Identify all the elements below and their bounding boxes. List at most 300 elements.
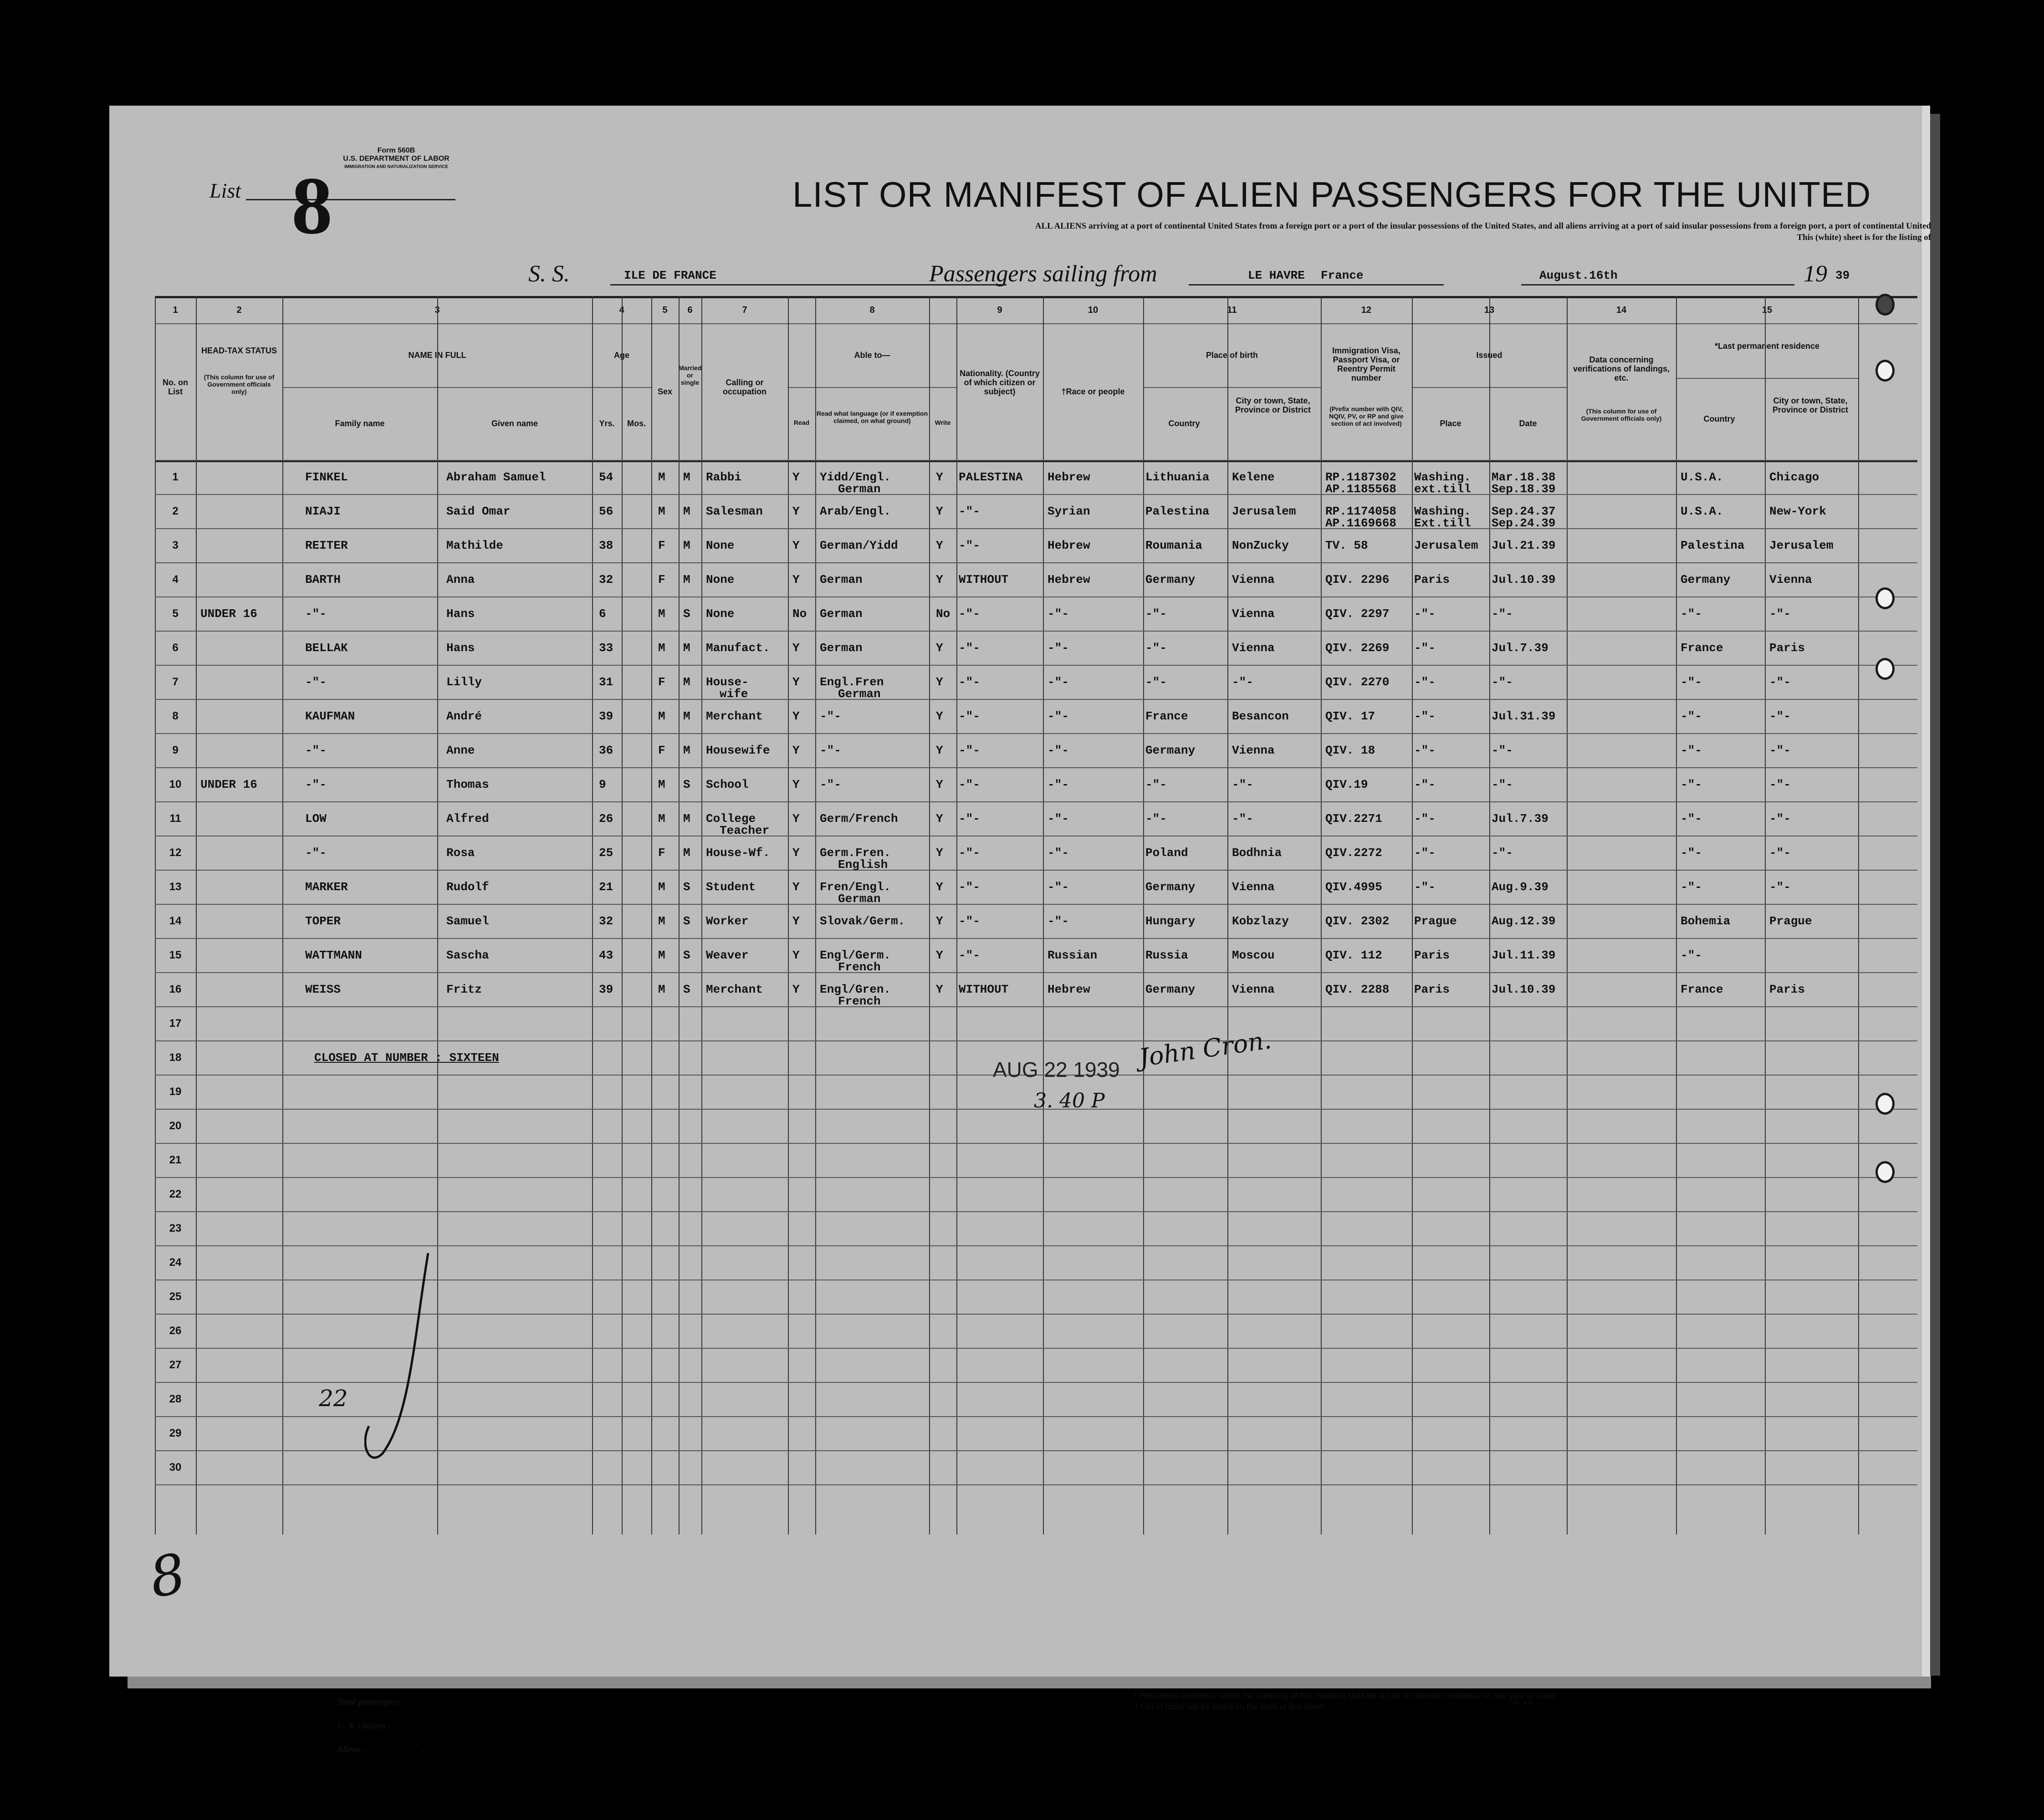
issued-place-cell: -"-	[1414, 641, 1436, 655]
footnote-residence: * Permanent residence within the meaning of this manifest shall be actual or intended residence of one year or more.	[1134, 1691, 1558, 1700]
issued-place-cell: Paris	[1414, 983, 1450, 996]
column-rule	[1676, 296, 1677, 1535]
binder-hole	[1875, 1161, 1895, 1183]
row-number: 28	[169, 1393, 182, 1405]
write-cell: Y	[936, 948, 943, 962]
occupation-cell: House-Wf.	[706, 846, 770, 860]
row-number: 3	[172, 539, 179, 551]
birth-country-cell: Lithuania	[1145, 470, 1210, 484]
row-rule	[155, 870, 1917, 871]
row-number: 17	[169, 1017, 182, 1030]
birth-city-cell: NonZucky	[1232, 539, 1289, 552]
birth-country-cell: Germany	[1145, 983, 1196, 996]
closing-note: CLOSED AT NUMBER : SIXTEEN	[314, 1051, 499, 1065]
hdr-verif-note: (This column for use of Government officials only)	[1581, 408, 1662, 422]
write-cell: Y	[936, 778, 943, 791]
res-country-cell: Germany	[1681, 573, 1731, 586]
nationality-cell: WITHOUT	[959, 573, 1009, 586]
issued-date-cell-2: Sep.18.39	[1492, 482, 1556, 496]
year-prefix: 19	[1804, 261, 1827, 287]
issued-date-cell: -"-	[1492, 744, 1513, 757]
visa-cell: TV. 58	[1325, 539, 1368, 552]
row-number: 21	[169, 1154, 182, 1166]
marital-cell: M	[683, 573, 690, 586]
issued-date-cell: -"-	[1492, 607, 1513, 621]
aliens-label: Aliens	[337, 1744, 361, 1754]
issued-date-cell: Aug.9.39	[1492, 880, 1548, 894]
ship-name: ILE DE FRANCE	[624, 269, 716, 282]
occupation-cell-2: Teacher	[720, 824, 770, 837]
visa-cell: QIV. 18	[1325, 744, 1375, 757]
sex-cell: M	[658, 470, 665, 484]
marital-cell: S	[683, 914, 690, 928]
birth-city-cell: Bodhnia	[1232, 846, 1282, 860]
row-number: 14	[169, 915, 182, 927]
marital-cell: M	[683, 641, 690, 655]
race-cell: -"-	[1048, 607, 1069, 621]
column-rule	[651, 296, 652, 1535]
read-cell: Y	[792, 914, 800, 928]
row-number: 26	[169, 1325, 182, 1337]
nationality-cell: -"-	[959, 505, 980, 518]
res-country-cell: -"-	[1681, 948, 1702, 962]
row-rule	[155, 562, 1917, 563]
language-cell: Germ.Fren.	[820, 846, 891, 860]
issued-place-cell: -"-	[1414, 675, 1436, 689]
given-name-cell: Anna	[446, 573, 475, 586]
column-rule	[1321, 296, 1322, 1535]
given-name-cell: Samuel	[446, 914, 489, 928]
language-cell: Germ/French	[820, 812, 898, 826]
row-rule	[155, 631, 1917, 632]
race-cell: -"-	[1048, 880, 1069, 894]
birth-city-cell: -"-	[1232, 778, 1253, 791]
sailing-label: Passengers sailing from	[929, 261, 1157, 287]
stamp-note: 3. 40 P	[1034, 1089, 1105, 1112]
official-signature: John Cron.	[1137, 1025, 1273, 1073]
row-rule	[155, 1177, 1917, 1178]
hdr-name-in-full: NAME IN FULL	[408, 351, 466, 360]
family-name-cell: REITER	[305, 539, 348, 552]
birth-country-cell: Germany	[1145, 744, 1196, 757]
port-country: France	[1321, 269, 1364, 282]
issued-date-cell: Mar.18.38	[1492, 470, 1556, 484]
occupation-cell: Housewife	[706, 744, 770, 757]
occupation-cell: Worker	[706, 914, 749, 928]
row-rule	[155, 1245, 1917, 1246]
age-cell: 39	[599, 709, 613, 723]
binder-hole	[1875, 360, 1895, 382]
family-name-cell: BARTH	[305, 573, 341, 586]
family-name-cell: WATTMANN	[305, 948, 362, 962]
sex-cell: F	[658, 675, 665, 689]
hdr-mos: Mos.	[627, 419, 646, 428]
res-city-cell: -"-	[1769, 880, 1791, 894]
department: U.S. DEPARTMENT OF LABOR	[343, 155, 450, 163]
language-cell-2: German	[838, 687, 881, 701]
res-country-cell: -"-	[1681, 709, 1702, 723]
binder-hole	[1875, 587, 1895, 609]
birth-country-cell: -"-	[1145, 607, 1167, 621]
visa-cell: QIV. 2297	[1325, 607, 1390, 621]
age-cell: 54	[599, 470, 613, 484]
age-cell: 33	[599, 641, 613, 655]
occupation-cell: None	[706, 539, 735, 552]
row-number: 30	[169, 1461, 182, 1473]
row-number: 8	[172, 710, 179, 722]
hdr-visa: Immigration Visa, Passport Visa, or Reentry Permit number	[1332, 346, 1400, 382]
read-cell: Y	[792, 470, 800, 484]
write-cell: No	[936, 607, 950, 621]
sex-cell: F	[658, 744, 665, 757]
nationality-cell: -"-	[959, 744, 980, 757]
res-country-cell: -"-	[1681, 812, 1702, 826]
able-subdivider	[788, 387, 956, 388]
row-number: 10	[169, 778, 182, 790]
column-rule	[1412, 296, 1413, 1535]
sex-cell: M	[658, 812, 665, 826]
issued-place-cell: Prague	[1414, 914, 1457, 928]
language-cell: Fren/Engl.	[820, 880, 891, 894]
occupation-cell: None	[706, 573, 735, 586]
visa-cell: QIV.2272	[1325, 846, 1382, 860]
row-rule	[155, 801, 1917, 802]
row-rule	[155, 767, 1917, 768]
write-cell: Y	[936, 812, 943, 826]
visa-cell: QIV.19	[1325, 778, 1368, 791]
read-cell: Y	[792, 675, 800, 689]
age-cell: 43	[599, 948, 613, 962]
row-number: 22	[169, 1188, 182, 1200]
birth-city-cell: -"-	[1232, 675, 1253, 689]
hdr-head-tax-note: (This column for use of Government officials only)	[204, 373, 275, 395]
language-cell: -"-	[820, 778, 841, 791]
column-rule	[622, 296, 623, 1535]
birth-country-cell: Palestina	[1145, 505, 1210, 518]
column-rule	[679, 296, 680, 1535]
column-rule	[592, 296, 593, 1535]
sex-cell: M	[658, 983, 665, 996]
res-country-cell: -"-	[1681, 778, 1702, 791]
row-rule	[155, 1040, 1917, 1041]
res-country-cell: Bohemia	[1681, 914, 1731, 928]
row-number: 19	[169, 1086, 182, 1098]
issued-place-cell: Paris	[1414, 948, 1450, 962]
marital-cell: S	[683, 607, 690, 621]
write-cell: Y	[936, 880, 943, 894]
row-number: 27	[169, 1359, 182, 1371]
form-code: 14—430	[1512, 1699, 1533, 1706]
marital-cell: M	[683, 470, 690, 484]
age-cell: 38	[599, 539, 613, 552]
head-tax-cell: UNDER 16	[200, 607, 257, 621]
age-cell: 26	[599, 812, 613, 826]
colnum-2: 2	[236, 305, 242, 315]
occupation-cell: Weaver	[706, 948, 749, 962]
sex-cell: M	[658, 641, 665, 655]
family-name-cell: -"-	[305, 778, 327, 791]
hdr-race: †Race or people	[1061, 387, 1125, 396]
race-cell: Hebrew	[1048, 573, 1090, 586]
list-underline	[246, 199, 455, 200]
family-name-cell: MARKER	[305, 880, 348, 894]
issued-date-cell: Jul.7.39	[1492, 812, 1548, 826]
age-cell: 25	[599, 846, 613, 860]
row-number: 15	[169, 949, 182, 961]
colnum-10: 10	[1088, 305, 1099, 315]
nationality-cell: -"-	[959, 641, 980, 655]
colnum-6: 6	[687, 305, 693, 315]
nationality-cell: -"-	[959, 846, 980, 860]
marital-cell: M	[683, 846, 690, 860]
read-cell: Y	[792, 505, 800, 518]
family-name-cell: NIAJI	[305, 505, 341, 518]
read-cell: Y	[792, 812, 800, 826]
marital-cell: S	[683, 880, 690, 894]
visa-cell: QIV.2271	[1325, 812, 1382, 826]
nationality-cell: -"-	[959, 812, 980, 826]
row-rule	[155, 1006, 1917, 1007]
race-cell: -"-	[1048, 914, 1069, 928]
hdr-issued-place: Place	[1440, 419, 1461, 428]
row-rule	[155, 699, 1917, 700]
hdr-write: Write	[935, 419, 951, 426]
family-name-cell: FINKEL	[305, 470, 348, 484]
race-cell: Syrian	[1048, 505, 1090, 518]
margin-number-8: 8	[145, 1542, 190, 1611]
issued-date-cell: -"-	[1492, 675, 1513, 689]
read-cell: Y	[792, 744, 800, 757]
read-cell: Y	[792, 983, 800, 996]
sex-cell: F	[658, 846, 665, 860]
hdr-read: Read	[793, 419, 810, 426]
column-rule	[196, 296, 197, 1535]
year-suffix: 39	[1835, 269, 1850, 282]
birth-country-cell: Roumania	[1145, 539, 1202, 552]
binder-hole	[1875, 294, 1895, 316]
write-cell: Y	[936, 914, 943, 928]
given-name-cell: Anne	[446, 744, 475, 757]
family-name-cell: BELLAK	[305, 641, 348, 655]
sex-cell: F	[658, 539, 665, 552]
marital-cell: M	[683, 505, 690, 518]
language-cell: Engl/Germ.	[820, 948, 891, 962]
language-cell: German	[820, 573, 863, 586]
read-cell: Y	[792, 709, 800, 723]
hdr-last-residence: *Last permanent residence	[1714, 342, 1820, 351]
occupation-cell-2: wife	[720, 687, 748, 701]
us-citizens-label: U. S. citizens	[337, 1721, 386, 1731]
language-cell-2: French	[838, 960, 881, 974]
row-rule	[155, 938, 1917, 939]
margin-number-22: 22	[319, 1385, 348, 1412]
row-number: 24	[169, 1256, 182, 1269]
sailing-date: August.16th	[1539, 269, 1618, 282]
colnum-11: 11	[1227, 305, 1237, 315]
birth-country-cell: -"-	[1145, 675, 1167, 689]
occupation-cell: House-	[706, 675, 749, 689]
row-rule	[155, 460, 1917, 461]
occupation-cell: Salesman	[706, 505, 763, 518]
res-country-cell: France	[1681, 641, 1723, 655]
column-rule	[788, 296, 789, 1535]
race-cell: -"-	[1048, 675, 1069, 689]
footnotes	[1134, 1690, 1558, 1712]
hdr-verifications: Data concerning verifications of landings, etc.	[1573, 355, 1670, 382]
nationality-cell: -"-	[959, 675, 980, 689]
column-rule	[929, 296, 930, 1535]
hdr-family-name: Family name	[335, 419, 385, 428]
marital-cell: M	[683, 744, 690, 757]
column-rule	[1489, 296, 1490, 1535]
margin-pen-stroke	[364, 1253, 437, 1472]
colnum-12: 12	[1361, 305, 1372, 315]
family-name-cell: TOPER	[305, 914, 341, 928]
occupation-cell: Merchant	[706, 983, 763, 996]
row-number: 9	[172, 744, 179, 756]
row-number: 2	[172, 505, 179, 517]
issued-place-cell: -"-	[1414, 744, 1436, 757]
age-cell: 39	[599, 983, 613, 996]
race-cell: -"-	[1048, 778, 1069, 791]
visa-cell: QIV. 2269	[1325, 641, 1390, 655]
marital-cell: M	[683, 812, 690, 826]
write-cell: Y	[936, 573, 943, 586]
hdr-issued: Issued	[1476, 351, 1502, 360]
res-country-cell: -"-	[1681, 744, 1702, 757]
issued-place-cell: -"-	[1414, 846, 1436, 860]
given-name-cell: Fritz	[446, 983, 482, 996]
colnum-7: 7	[742, 305, 747, 315]
visa-cell: QIV. 112	[1325, 948, 1382, 962]
issued-date-cell: Jul.10.39	[1492, 573, 1556, 586]
race-cell: Hebrew	[1048, 470, 1090, 484]
issued-place-cell-2: ext.till	[1414, 482, 1471, 496]
visa-cell: QIV. 2296	[1325, 573, 1390, 586]
sex-cell: M	[658, 914, 665, 928]
marital-cell: S	[683, 778, 690, 791]
race-cell: Russian	[1048, 948, 1098, 962]
birth-city-cell: Besancon	[1232, 709, 1289, 723]
voyage-row	[109, 260, 1922, 292]
occupation-cell: None	[706, 607, 735, 621]
form-number: Form 560B	[377, 147, 415, 154]
given-name-cell: Mathilde	[446, 539, 503, 552]
nationality-cell: -"-	[959, 539, 980, 552]
colnum-8: 8	[869, 305, 875, 315]
hdr-res-country: Country	[1703, 414, 1735, 423]
given-name-cell: Sascha	[446, 948, 489, 962]
res-country-cell: Palestina	[1681, 539, 1745, 552]
res-city-cell: Chicago	[1769, 470, 1819, 484]
sex-cell: M	[658, 948, 665, 962]
issued-date-cell: Jul.10.39	[1492, 983, 1556, 996]
age-cell: 21	[599, 880, 613, 894]
row-rule	[155, 665, 1917, 666]
hdr-age: Age	[613, 351, 629, 360]
language-cell: Engl.Fren	[820, 675, 884, 689]
row-number: 13	[169, 881, 182, 893]
manifest-sheet	[109, 106, 1931, 1754]
language-cell-2: English	[838, 858, 888, 872]
language-cell: German/Yidd	[820, 539, 898, 552]
colnum-4: 4	[619, 305, 624, 315]
issued-date-cell: -"-	[1492, 778, 1513, 791]
given-name-cell: Hans	[446, 641, 475, 655]
occupation-cell: College	[706, 812, 756, 826]
read-cell: Y	[792, 778, 800, 791]
row-number: 4	[172, 573, 179, 586]
hdr-place-of-birth: Place of birth	[1206, 351, 1258, 360]
column-rule	[282, 296, 283, 1535]
visa-cell: QIV. 17	[1325, 709, 1375, 723]
binder-hole	[1875, 658, 1895, 680]
hdr-no-on-list: No. on List	[163, 378, 188, 396]
race-cell: -"-	[1048, 641, 1069, 655]
row-rule	[155, 904, 1917, 905]
family-name-cell: LOW	[305, 812, 327, 826]
res-country-cell: -"-	[1681, 607, 1702, 621]
birth-city-cell: Vienna	[1232, 607, 1275, 621]
column-rule	[1765, 296, 1766, 1535]
age-cell: 31	[599, 675, 613, 689]
write-cell: Y	[936, 709, 943, 723]
row-number: 6	[172, 642, 179, 654]
under-sheet	[128, 1676, 1931, 1688]
ship-prefix: S. S.	[528, 261, 570, 287]
column-rule	[701, 296, 702, 1535]
hdr-res-city: City or town, State, Province or District	[1772, 396, 1849, 414]
column-rule	[1858, 296, 1859, 1535]
row-number: 5	[172, 607, 179, 620]
birth-city-cell: Kelene	[1232, 470, 1275, 484]
binder-hole	[1875, 1093, 1895, 1115]
nationality-cell: -"-	[959, 948, 980, 962]
birth-city-cell: -"-	[1232, 812, 1253, 826]
age-cell: 9	[599, 778, 606, 791]
colnum-divider	[155, 323, 1917, 324]
footer-totals: Total passengers . . . . U. S. citizens . . . . . Aliens . . . . . .	[337, 1697, 443, 1754]
row-rule	[155, 596, 1917, 597]
issued-place-cell-2: Ext.till	[1414, 516, 1471, 530]
res-city-cell: Paris	[1769, 641, 1805, 655]
birth-city-cell: Jerusalem	[1232, 505, 1296, 518]
issued-place-cell: -"-	[1414, 607, 1436, 621]
footnote-races: † List of races will be found on the back of this sheet.	[1134, 1702, 1327, 1711]
res-city-cell: -"-	[1769, 607, 1791, 621]
sex-cell: F	[658, 573, 665, 586]
res-city-cell: Vienna	[1769, 573, 1812, 586]
given-name-cell: André	[446, 709, 482, 723]
race-cell: Hebrew	[1048, 983, 1090, 996]
row-number: 29	[169, 1427, 182, 1439]
family-name-cell: WEISS	[305, 983, 341, 996]
hdr-nationality: Nationality. (Country of which citizen or subject)	[960, 369, 1040, 396]
nationality-cell: WITHOUT	[959, 983, 1009, 996]
occupation-cell: School	[706, 778, 749, 791]
birth-city-cell: Vienna	[1232, 573, 1275, 586]
occupation-cell: Manufact.	[706, 641, 770, 655]
subtitle-line-2: This (white) sheet is for the listing of	[1797, 233, 1931, 242]
visa-cell: RP.1174058	[1325, 505, 1397, 518]
birth-country-cell: France	[1145, 709, 1188, 723]
birth-city-cell: Moscou	[1232, 948, 1275, 962]
column-rule	[1043, 296, 1044, 1535]
column-rule	[1227, 296, 1228, 1535]
age-cell: 32	[599, 573, 613, 586]
issued-place-cell: -"-	[1414, 812, 1436, 826]
row-number: 25	[169, 1290, 182, 1303]
